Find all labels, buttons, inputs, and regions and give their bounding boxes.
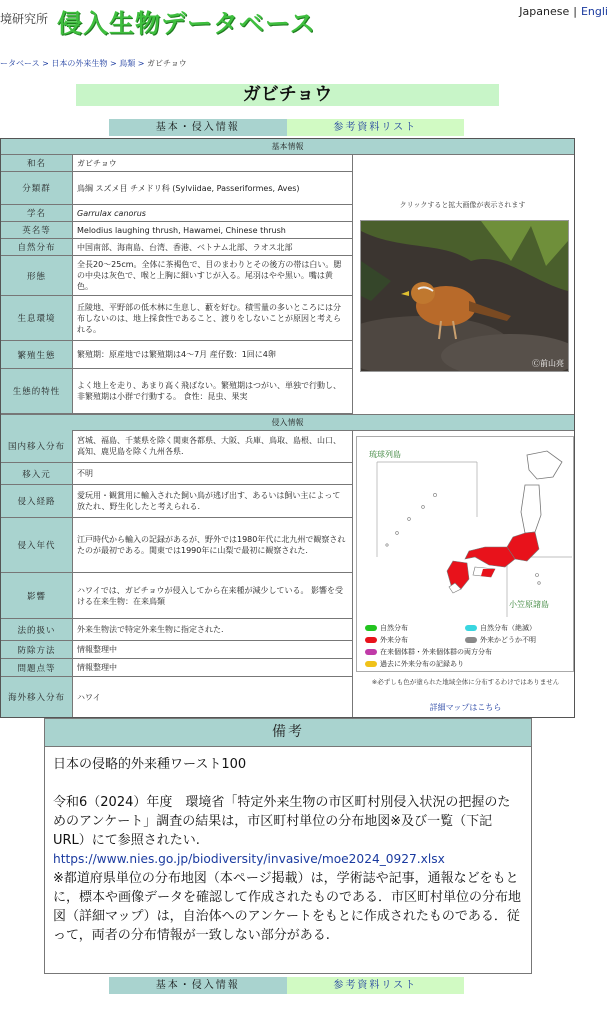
value-taxon: 鳥綱 スズメ目 チメドリ科 (Sylviidae, Passeriformes, Aves) [73, 172, 353, 205]
label-invasion-period: 侵入年代 [1, 518, 73, 573]
remarks-header: 備考 [45, 719, 531, 747]
value-breeding: 繁殖期：原産地では繁殖期は4～7月 産仔数：1回に4卵 [73, 341, 353, 369]
value-domestic-range: 宮城、福島、千葉県を除く関東各都県、大阪、兵庫、鳥取、島根、山口、高知、鹿児島を除く九州各県. [73, 430, 353, 463]
legend-alien [365, 635, 465, 645]
value-pathway: 愛玩用・観賞用に輸入された飼い鳥が逃げ出す、あるいは飼い主によって放たれ、野生化したと考えられる. [73, 485, 353, 518]
legend-label: 自然分布 [380, 624, 408, 632]
breadcrumb-sep: > [137, 59, 145, 68]
value-control-method: 情報整理中 [73, 641, 353, 659]
legend-native-extinct [465, 623, 536, 633]
site-logo-title[interactable]: 侵入生物データベース [57, 9, 316, 38]
label-ecology: 生態的特性 [1, 369, 73, 414]
value-native-range: 中国南部、海南島、台湾、香港、ベトナム北部、ラオス北部 [73, 239, 353, 256]
lang-english-link[interactable]: Engli [580, 5, 608, 18]
label-impact: 影響 [1, 573, 73, 619]
species-photo[interactable] [360, 220, 569, 372]
breadcrumb-sep: > [42, 59, 49, 68]
lang-japanese-link[interactable]: Japanese [519, 5, 570, 18]
tab-basic-info-bottom[interactable]: 基本・侵入情報 [109, 977, 287, 994]
legend-label: 在来個体群・外来個体群の両方分布 [380, 648, 492, 656]
value-morphology: 全長20～25cm。全体に茶褐色で、目のまわりとその後方の帯は白い。腮の中央は灰色で、喉と上胸に細いすじが入る。尾羽はやや黒い。嘴は黄色。 [73, 256, 353, 296]
map-note: ※必ずしも色が塗られた地域全体に分布するわけではありません [371, 678, 560, 686]
tab-references-bottom[interactable]: 参考資料リスト [287, 977, 465, 994]
breadcrumb-current: ガビチョウ [147, 59, 187, 68]
value-invasion-period: 江戸時代から輸入の記録があるが、野外では1980年代に北九州で観察されたのが最初である。関東では1990年に山梨で最初に観察された. [73, 518, 353, 573]
legend-past-record [365, 659, 570, 669]
distribution-map[interactable] [356, 436, 574, 672]
label-morphology: 形態 [1, 256, 73, 296]
remarks-note: ※都道府県単位の分布地図（本ページ掲載）は，学術誌や記事，通報などをもとに，標本や画像データを確認して作成されたものである．市区町村単位の分布地図（詳細マップ）は，自治体へのアンケートをもとに作成されたものである．従って，両者の分布情報が一致しない部分がある. [53, 871, 522, 943]
detail-map-link[interactable]: 詳細マップはこちら [429, 703, 502, 712]
remarks-body [45, 747, 531, 945]
legend-label: 外来かどうか不明 [480, 636, 536, 644]
label-japanese-name: 和名 [1, 155, 73, 172]
page-title: ガビチョウ [76, 84, 499, 106]
value-impact: ハワイでは、ガビチョウが侵入してから在来種が減少している。 影響を受ける在来生物：在来鳥類 [73, 573, 353, 619]
lang-separator: | [573, 5, 577, 18]
breadcrumb-sep: > [109, 59, 117, 68]
legend-swatch [365, 637, 377, 643]
value-habitat: 丘陵地、平野部の低木林に生息し、藪を好む。積雪量の多いところには分布しないのは、地上採食性であること、渡りをしないことが原因と考えられる。 [73, 296, 353, 341]
invasion-info-header: 侵入情報 [1, 414, 574, 431]
legend-swatch [465, 625, 477, 631]
label-overseas-range: 海外移入分布 [1, 677, 73, 717]
japan-map [357, 437, 573, 622]
label-control-method: 防除方法 [1, 641, 73, 659]
legend-swatch [465, 637, 477, 643]
label-scientific-name: 学名 [1, 205, 73, 222]
legend-both [365, 647, 570, 657]
value-japanese-name: ガビチョウ [73, 155, 353, 172]
value-english-name: Melodius laughing thrush, Hawamei, Chinese thrush [73, 222, 353, 239]
label-legal-status: 法的扱い [1, 619, 73, 641]
value-ecology: よく地上を走り、あまり高く飛ばない。繁殖期はつがい、単独で行動し、非繁殖期は小群で行動する。 食性：昆虫、果実 [73, 369, 353, 414]
map-label-ryukyu: 琉球列島 [369, 450, 401, 459]
map-legend [365, 623, 570, 669]
legend-swatch [365, 661, 377, 667]
tab-bar-bottom [109, 977, 464, 994]
label-native-range: 自然分布 [1, 239, 73, 256]
legend-label: 過去に外来分布の記録あり [380, 660, 464, 668]
value-legal-status: 外来生物法で特定外来生物に指定された. [73, 619, 353, 641]
remarks-box [44, 718, 532, 974]
label-english-name: 英名等 [1, 222, 73, 239]
breadcrumb-link-database[interactable]: ータベース [0, 59, 40, 68]
value-scientific-name: Garrulax canorus [73, 205, 353, 222]
map-label-ogasawara: 小笠原諸島 [509, 600, 549, 609]
legend-native [365, 623, 465, 633]
remarks-url-link[interactable]: https://www.nies.go.jp/biodiversity/invasive/moe2024_0927.xlsx [53, 852, 445, 866]
label-pathway: 侵入経路 [1, 485, 73, 518]
label-taxon: 分類群 [1, 172, 73, 205]
legend-swatch [365, 649, 377, 655]
value-issues: 情報整理中 [73, 659, 353, 677]
tab-basic-info[interactable]: 基本・侵入情報 [109, 119, 287, 136]
tab-references[interactable]: 参考資料リスト [287, 119, 465, 136]
value-overseas-range: ハワイ [73, 677, 353, 717]
organization-name: 境研究所 [0, 12, 49, 26]
breadcrumb [0, 58, 187, 69]
tab-bar-top [109, 119, 464, 136]
remarks-worst100: 日本の侵略的外来種ワースト100 [53, 757, 247, 772]
photo-credit: Ⓒ前山亮 [532, 359, 564, 368]
legend-label: 自然分布（絶滅） [480, 624, 536, 632]
value-origin: 不明 [73, 463, 353, 485]
label-origin: 移入元 [1, 463, 73, 485]
remarks-survey: 令和6（2024）年度 環境省「特定外来生物の市区町村別侵入状況の把握のためのアンケート」調査の結果は，市区町村単位の分布地図※及び一覧（下記URL）にて参照されたい. [53, 795, 511, 848]
bird-image [361, 221, 568, 371]
language-switch [519, 5, 608, 18]
breadcrumb-link-alien[interactable]: 日本の外来生物 [51, 59, 108, 68]
legend-swatch [365, 625, 377, 631]
legend-label: 外来分布 [380, 636, 408, 644]
photo-caption: クリックすると拡大画像が表示されます [399, 201, 526, 209]
basic-info-header: 基本情報 [1, 139, 574, 155]
legend-unknown [465, 635, 536, 645]
label-domestic-range: 国内移入分布 [1, 430, 73, 463]
label-habitat: 生息環境 [1, 296, 73, 341]
label-issues: 問題点等 [1, 659, 73, 677]
label-breeding: 繁殖生態 [1, 341, 73, 369]
breadcrumb-link-birds[interactable]: 鳥類 [119, 59, 136, 68]
